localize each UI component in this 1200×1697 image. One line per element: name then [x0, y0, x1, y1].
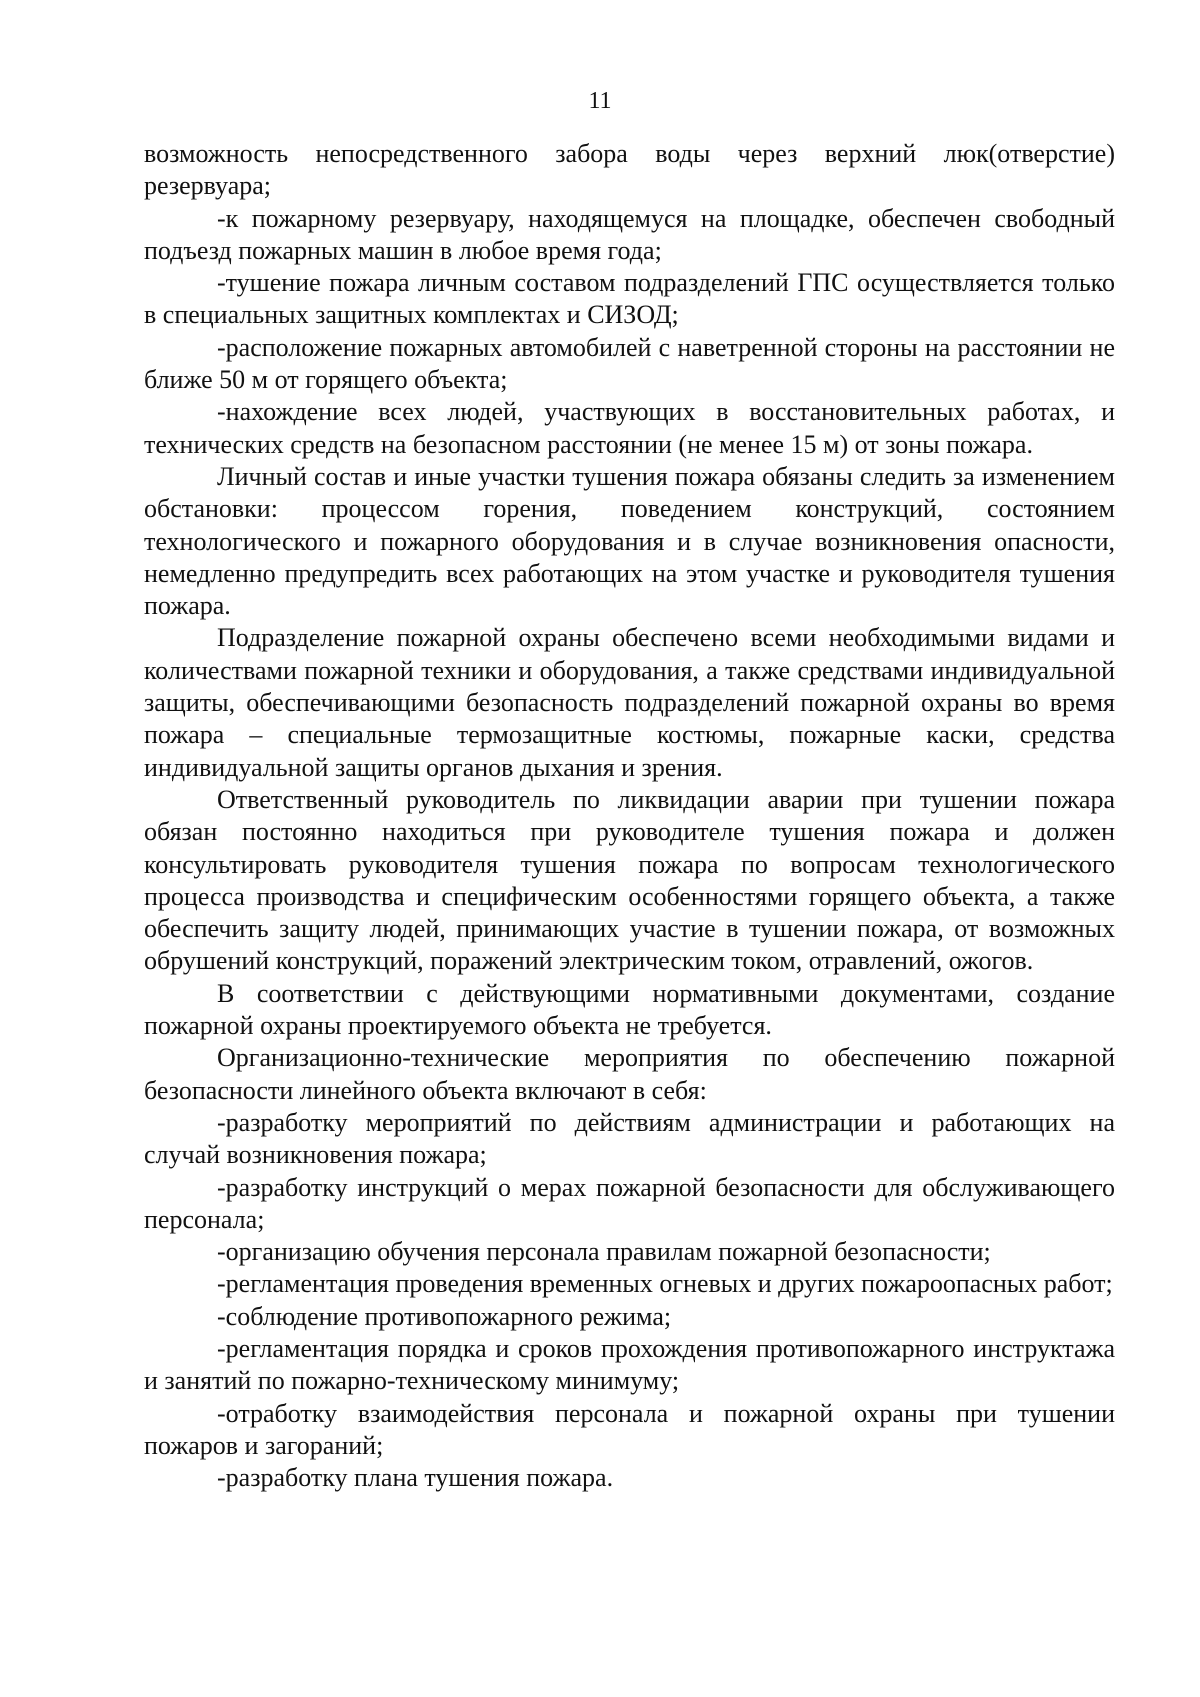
page-number: 11 — [588, 88, 612, 114]
paragraph: -к пожарному резервуару, находящемуся на площадке, обеспечен свободный подъезд пожарных машин в любое время года; — [144, 203, 1115, 265]
paragraph: -разработку инструкций о мерах пожарной безопасности для обслуживающего персонала; — [144, 1172, 1115, 1234]
paragraph: -отработку взаимодействия персонала и пожарной охраны при тушении пожаров и загораний; — [144, 1398, 1115, 1460]
paragraph: -разработку мероприятий по действиям администрации и работающих на случай возникновения пожара; — [144, 1107, 1115, 1170]
paragraph: -регламентация порядка и сроков прохождения противопожарного инструктажа и занятий по пожарно-техническому минимуму; — [144, 1333, 1115, 1396]
paragraph: -организацию обучения персонала правилам пожарной безопасности; — [217, 1237, 991, 1267]
paragraph: Организационно-технические мероприятия по обеспечению пожарной безопасности линейного объекта включают в себя: — [144, 1043, 1115, 1105]
paragraph: -нахождение всех людей, участвующих в восстановительных работах, и технических средств на безопасном расстоянии (не менее 15 м) от зоны пожара. — [144, 397, 1115, 459]
paragraph: В соответствии с действующими нормативными документами, создание пожарной охраны проектируемого объекта не требуется. — [144, 978, 1115, 1041]
paragraph: -регламентация проведения временных огневых и других пожароопасных работ; — [217, 1269, 1113, 1299]
paragraph: Личный состав и иные участки тушения пожара обязаны следить за изменением обстановки: процессом горения, поведением конструкций, состоянием технологического и пожарного оборудования и в случае возникновения опасности, немедленно предупредить всех работающих на этом участке и руководителя тушения пожара. — [144, 461, 1115, 621]
body-text — [144, 138, 1115, 1494]
paragraph: возможность непосредственного забора воды через верхний люк(отверстие) резервуара; — [144, 139, 1115, 201]
paragraph: Ответственный руководитель по ликвидации аварии при тушении пожара обязан постоянно находиться при руководителе тушения пожара и должен консультировать руководителя тушения пожара по вопросам технологического процесса производства и специфическим особенностями горящего объекта, а также обеспечить защиту людей, принимающих участие в тушении пожара, от возможных обрушений конструкций, поражений электрическим током, отравлений, ожогов. — [144, 784, 1115, 976]
paragraph: -расположение пожарных автомобилей с наветренной стороны на расстоянии не ближе 50 м от горящего объекта; — [144, 332, 1115, 395]
paragraph: -тушение пожара личным составом подразделений ГПС осуществляется только в специальных защитных комплектах и СИЗОД; — [144, 268, 1115, 330]
paragraph: Подразделение пожарной охраны обеспечено всеми необходимыми видами и количествами пожарной техники и оборудования, а также средствами индивидуальной защиты, обеспечивающими безопасность подразделений пожарной охраны во время пожара – специальные термозащитные костюмы, пожарные каски, средства индивидуальной защиты органов дыхания и зрения. — [144, 623, 1115, 782]
paragraph: -соблюдение противопожарного режима; — [217, 1301, 672, 1331]
paragraph: -разработку плана тушения пожара. — [217, 1463, 614, 1493]
